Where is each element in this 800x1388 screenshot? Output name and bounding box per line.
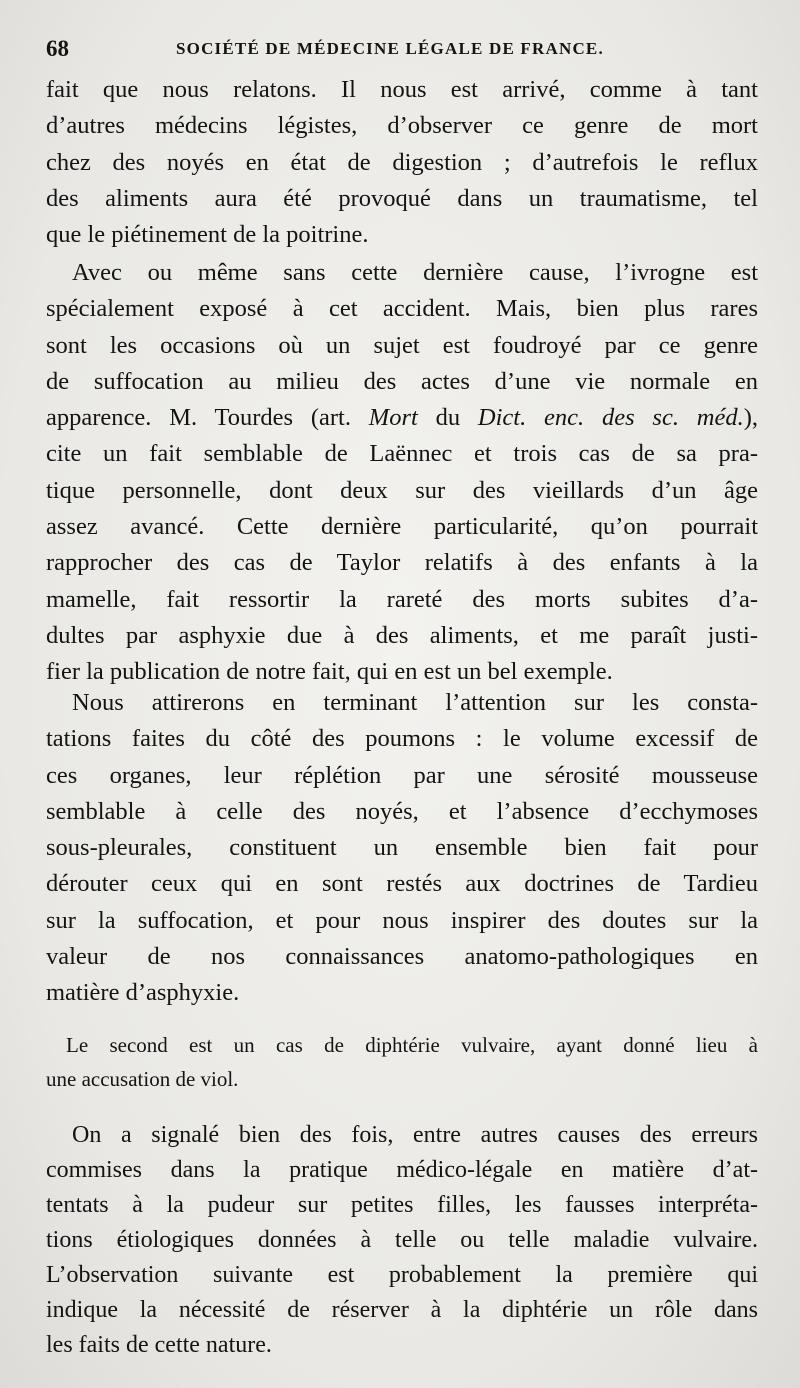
- text-line: sous-pleurales, constituent un ensemble bien fait pour: [46, 834, 758, 862]
- text-line: fier la publication de notre fait, qui en est un bel exemple.: [46, 658, 613, 686]
- paragraph-continuation: [46, 72, 758, 253]
- text-line: Nous attirerons en terminant l’attention sur les consta-: [72, 689, 758, 716]
- text-line: une accusation de viol.: [46, 1067, 239, 1091]
- text-line: On a signalé bien des fois, entre autres causes des erreurs: [72, 1122, 758, 1148]
- paragraph-drunkard: [46, 255, 758, 691]
- ref-text-middle: du: [417, 404, 478, 432]
- text-line: tions étiologiques données à telle ou telle maladie vulvaire.: [46, 1227, 758, 1253]
- text-line: tique personnelle, dont deux sur des vieillards d’un âge: [46, 476, 758, 504]
- text-line: assez avancé. Cette dernière particularité, qu’on pourrait: [46, 513, 758, 541]
- text-line: tentats à la pudeur sur petites filles, les fausses interpréta-: [46, 1192, 758, 1218]
- page-number: 68: [46, 36, 69, 61]
- text-line: Avec ou même sans cette dernière cause, l’ivrogne est: [72, 259, 758, 286]
- ref-text-before: apparence. M. Tourdes (art.: [46, 404, 369, 432]
- text-line: ces organes, leur réplétion par une sérosité mousseuse: [46, 761, 758, 789]
- text-line: dultes par asphyxie due à des aliments, et me paraît justi-: [46, 621, 758, 649]
- text-line: que le piétinement de la poitrine.: [46, 221, 369, 249]
- text-line: matière d’asphyxie.: [46, 979, 240, 1007]
- text-line: fait que nous relatons. Il nous est arrivé, comme à tant: [46, 76, 758, 103]
- text-line: commises dans la pratique médico-légale en matière d’at-: [46, 1157, 758, 1183]
- paragraph-lungs: [46, 685, 758, 1012]
- text-line: semblable à celle des noyés, et l’absence d’ecchymoses: [46, 797, 758, 825]
- text-line: de suffocation au milieu des actes d’une vie normale en: [46, 367, 758, 395]
- text-line: valeur de nos connaissances anatomo-pathologiques en: [46, 943, 758, 971]
- text-line: Le second est un cas de diphtérie vulvaire, ayant donné lieu à: [66, 1033, 758, 1057]
- text-line: sur la suffocation, et pour nous inspirer des doutes sur la: [46, 906, 758, 934]
- text-line: rapprocher des cas de Taylor relatifs à des enfants à la: [46, 549, 758, 577]
- text-line: tations faites du côté des poumons : le volume excessif de: [46, 725, 758, 753]
- text-line: indique la nécessité de réserver à la diphtérie un rôle dans: [46, 1297, 758, 1323]
- text-line: d’autres médecins légistes, d’observer ce genre de mort: [46, 112, 758, 140]
- text-line: cite un fait semblable de Laënnec et trois cas de sa pra-: [46, 440, 758, 468]
- text-line-reference: [46, 400, 758, 436]
- text-line: mamelle, fait ressortir la rareté des morts subites d’a-: [46, 585, 758, 613]
- paragraph-diphtheria: [46, 1118, 758, 1363]
- running-head: SOCIÉTÉ DE MÉDECINE LÉGALE DE FRANCE.: [176, 39, 604, 58]
- ref-text-after: ),: [743, 404, 758, 432]
- paragraph-second-case-intro: [46, 1028, 758, 1096]
- text-line: dérouter ceux qui en sont restés aux doctrines de Tardieu: [46, 870, 758, 898]
- text-line: des aliments aura été provoqué dans un traumatisme, tel: [46, 184, 758, 212]
- text-line: L’observation suivante est probablement la première qui: [46, 1262, 758, 1288]
- text-line: spécialement exposé à cet accident. Mais, bien plus rares: [46, 295, 758, 323]
- ref-italic-dict: Dict. enc. des sc. méd.: [477, 404, 744, 432]
- ref-italic-mort: Mort: [368, 404, 418, 432]
- text-line: sont les occasions où un sujet est foudroyé par ce genre: [46, 331, 758, 359]
- page-header: [46, 36, 760, 66]
- text-line: les faits de cette nature.: [46, 1332, 272, 1358]
- text-line: chez des noyés en état de digestion ; d’autrefois le reflux: [46, 148, 758, 176]
